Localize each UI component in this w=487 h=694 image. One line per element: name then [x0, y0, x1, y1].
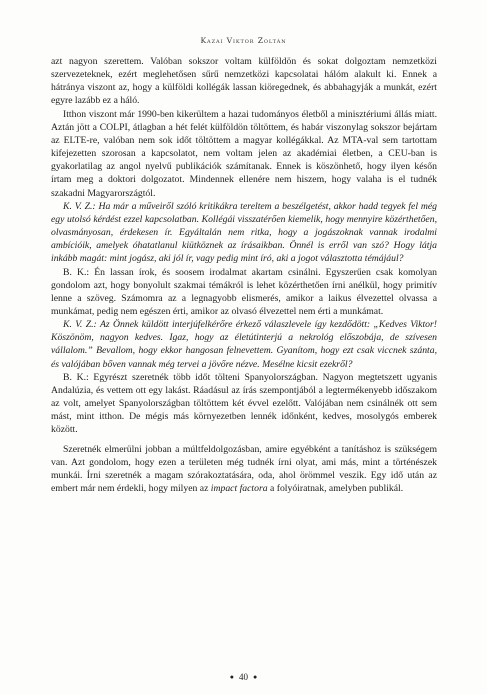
paragraph: Szeretnék elmerülni jobban a múltfeldolgozásban, amire egyébként a tanításhoz is szükségem van. Azt gondolom, hogy ezen a területen még tudnék írni olyat, ami más, mint a történészek munkái. Írni szeretnék a magam szórakoztatására, oda, ahol örömmel veszik. Egy idő után az embert már nem érdekli, hogy milyen az impact factora a folyóiratnak, amelyben publikál. — [51, 443, 437, 494]
paragraph: Itthon viszont már 1990-ben kikerültem a hazai tudományos életből a minisztériumi állás miatt. Aztán jött a COLPI, átlagban a hét felét külföldön töltöttem, és habár viszonylag sokszor bejártam az ELTE-re, valóban nem sok időt töltöttem a magyar kollégákkal. Az MTA-val sem tartottam kifejezetten szorosan a kapcsolatot, nem voltam jelen az akadémiai életben, a CEU-ban is gyakorlatilag az angol nyelvű publikációk számítanak. Ennek is köszönhető, hogy ilyen későn írtam meg a doktori dolgozatot. Mindennek ellenére nem hiszem, hogy valaha is el tudnék szakadni Magyarországtól. — [51, 108, 437, 199]
page-number: 40 — [239, 672, 248, 682]
paragraph: azt nagyon szerettem. Valóban sokszor voltam külföldön és sokat dolgoztam nemzetközi szervezeteknek, ezért meglehetősen sűrű nemzetközi kapcsolatai hálóm alakult ki. Ennek a hátránya viszont az, hogy a külföldi kollégák lassan kiöregednek, és abbahagyják a munkát, ezért egyre lazább ez a háló. — [51, 56, 437, 107]
interview-question: K. V. Z.: Az Önnek küldött interjúfelkérőre érkező válaszlevele így kezdődött: „Kedves Viktor! Köszönöm, nagyon kedves. Igaz, hogy az életútinterjú a nekrológ előszobája, de szívesen vállalom.” Bevallom, hogy ekkor hangosan felnevettem. Gyanítom, hogy ezt csak viccnek szánta, és valójában bőven vannak még tervei a jövőre nézve. Mesélne kicsit ezekről? — [51, 319, 437, 370]
paragraph: B. K.: Egyrészt szeretnék több időt tölteni Spanyolországban. Nagyon megtetszett ugyanis Andalúzia, és vettem ott egy lakást. Ráadásul az írás szempontjából a legtermékenyebb időszakom az volt, amelyet Spanyolországban töltöttem két évvel ezelőtt. Valójában nem csinálnék ott sem mást, mint itthon. De mégis más környezetben lennék időnként, kedves, mosolygós emberek között. — [51, 371, 437, 436]
page-footer — [0, 672, 487, 682]
running-header: Kazai Viktor Zoltán — [200, 36, 287, 45]
paragraph: B. K.: Én lassan írok, és soosem irodalmat akartam csinálni. Egyszerűen csak komolyan gondolom azt, hogy bonyolult szakmai témákról is lehet közérthetően írni anélkül, hogy primitív lenne a szöveg. Számomra az a legnagyobb elismerés, amikor a laikus élvezettel olvassa a munkámat, pedig nem egészen érti, amikor az olvasó élvezettel nem érti a munkámat. — [51, 266, 437, 317]
page-body — [51, 55, 437, 495]
bullet-icon: ● — [229, 673, 234, 681]
interview-question: K. V. Z.: Ha már a műveiről szóló kritikákra tereltem a beszélgetést, akkor hadd tegyek fel még egy utolsó kérdést ezzel kapcsolatban. Kollégái visszatérően kiemelik, hogy mennyire közérthetően, olvasmányosan, érdekesen ír. Egyáltalán nem ritka, hogy a jogászoknak vannak irodalmi ambícióik, amelyek óhatatlanul kiütköznek az írásaikban. Önnél is erről van szó? Hogy látja inkább magát: mint jogász, aki jól ír, vagy pedig mint író, aki a jogot választotta témájául? — [51, 200, 437, 265]
italic-term: impact factora — [210, 483, 268, 494]
bullet-icon: ● — [253, 673, 258, 681]
